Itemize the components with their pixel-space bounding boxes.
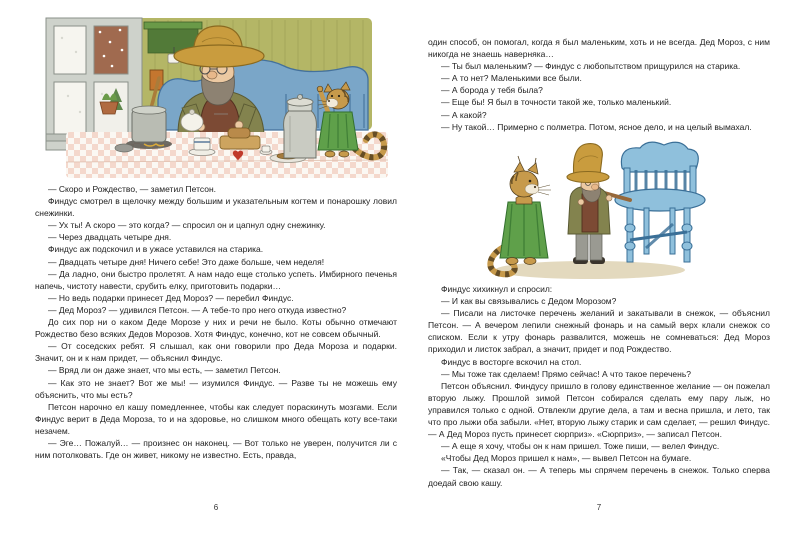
right-page-number: 7 — [596, 503, 602, 512]
paragraph: — Мы тоже так сделаем! Прямо сейчас! А что такое перечень? — [441, 368, 691, 379]
paragraph: — Так, — сказал он. — А теперь мы спрячем перечень в снежок. Только сперва доедай свою кашу. — [428, 465, 770, 488]
paragraph: Финдус аж подскочил и в ужасе уставился на старика. — [48, 244, 264, 255]
chair-scene-svg — [478, 138, 708, 286]
paragraph: — Через двадцать четыре дня. — [48, 232, 172, 243]
paragraph: Финдус смотрел в щелочку между большим и указательным когтем и понарошку ловил снежинки. — [35, 196, 397, 219]
hand — [578, 199, 584, 205]
hand — [606, 195, 612, 201]
paragraph: — Как это не знает? Вот же мы! — изумился Финдус. — Разве ты не можешь ему объяснить, что мы есть? — [35, 377, 397, 400]
breakfast-scene-svg — [32, 12, 392, 180]
paragraph: — От соседских ребят. Я слышал, как они говорили про Деда Мороза и подарки. Значит, он и к нам придет, — объяснил Финдус. — [35, 341, 397, 364]
right-page-text-bottom — [428, 283, 770, 489]
ground-shadow — [495, 261, 685, 279]
paragraph: — А борода у тебя была? — [441, 85, 543, 96]
findus-foot — [524, 258, 536, 265]
paragraph: — Дед Мороз? — удивился Петсон. — А тебе-то про него откуда известно? — [48, 304, 347, 315]
paragraph: — Да ладно, они быстро пролетят. А нам надо еще столько успеть. Имбирного печенья напечь, чистоту навести, срубить елку, приготовить подарки… — [35, 268, 397, 291]
paragraph: один способ, он помогал, когда я был маленьким, хоть и не всегда. Дед Мороз, с ним никогда не знаешь наверняка… — [428, 37, 770, 60]
tall-hat — [567, 144, 609, 183]
nose — [592, 184, 599, 190]
paragraph: До сих пор ни о каком Деде Морозе у них и речи не было. Коты обычно отмечают Рождество безо всяких Дедов Морозов. Хотя Финдус, конечно, кот не совсем обычный. — [35, 317, 397, 340]
window — [46, 18, 142, 150]
sugar-bowl — [181, 113, 203, 131]
paragraph: Петсон объяснил. Финдусу пришло в голову единственное желание — он пожелал вторую лыжу. Прошлой зимой Петсон собирался сделать ему пару лыж, но управился только с одной. Отвлекли другие дела, а там и весна пришла, и лето, так что про лыжи оба забыли. «Нет, вторую лыжу старик и сам сделает, — решил Финдус. — А Дед Мороз пусть принесет сюрприз». «Сюрприз», — записал Петсон. — [428, 380, 770, 440]
blue-chair — [615, 142, 705, 262]
gray-bundle — [115, 144, 133, 152]
paragraph: — Двадцать четыре дня! Ничего себе! Это даже больше, чем неделя! — [48, 256, 325, 267]
findus-head — [510, 156, 551, 197]
findus-foot — [506, 258, 518, 265]
paragraph: Финдус в восторге вскочил на стол. — [441, 356, 582, 367]
breakfast-scene-illustration — [32, 12, 392, 180]
paragraph: — Ну такой… Примерно с полметра. Потом, ясное дело, и на целый вымахал. — [441, 121, 752, 132]
paragraph: — И как вы связывались с Дедом Морозом? — [441, 296, 617, 307]
paragraph: — Писали на листочке перечень желаний и закатывали в снежок, — объяснил Петсон. — А вечером лепили снежный фонарь и на самый верх клали снежок со списком. Если к утру фонарь развалится, можешь не сомневаться: Дед Мороз приходил и листок забрал, а значит, придет и под Рождество. — [428, 308, 770, 355]
paragraph: — Ух ты! А скоро — это когда? — спросил он и цапнул одну снежинку. — [48, 220, 326, 231]
findus-figure — [490, 156, 551, 274]
right-page-text-top — [428, 36, 770, 133]
paragraph: — Ты был маленьким? — Финдус с любопытством прищурился на старика. — [441, 61, 741, 72]
paragraph: — Эге… Пожалуй… — произнес он наконец. — Вот только не уверен, получится ли с ним потолковать. Где он живет, никому не известно. Есть, правда, — [35, 437, 397, 461]
paragraph: — А то нет? Маленькими все были. — [441, 73, 582, 84]
paragraph: — А еще я хочу, чтобы он к нам пришел. Тоже пиши, — велел Финдус. — [441, 441, 720, 452]
cooking-pot — [132, 110, 166, 142]
left-page-text — [35, 183, 397, 461]
paragraph: — Скоро и Рождество, — заметил Петсон. — [48, 184, 216, 194]
paragraph: Петсон нарочно ел кашу помедленнее, чтобы как следует пораскинуть мозгами. Если Финдус верит в Деда Мороза, то и на здоровье, но слишком много обещать коту все-таки незачем. — [35, 401, 397, 436]
chair-top-rail — [621, 142, 698, 172]
paragraph: «Чтобы Дед Мороз пришел к нам», — вывел Петсон на бумаге. — [441, 453, 692, 464]
paragraph: — Но ведь подарки принесет Дед Мороз? — перебил Финдус. — [48, 292, 294, 303]
paragraph: — А какой? — [441, 109, 487, 120]
chair-scene-illustration — [478, 138, 708, 286]
milk-can — [284, 95, 317, 159]
paragraph: — Вряд ли он даже знает, что мы есть, — заметил Петсон. — [48, 365, 281, 376]
right-page — [400, 0, 800, 551]
paragraph: — Еще бы! Я был в точности такой же, только маленький. — [441, 97, 672, 108]
left-page-number: 6 — [213, 503, 219, 512]
small-cup — [260, 146, 272, 155]
paragraph: Финдус хихикнул и спросил: — [441, 284, 553, 294]
